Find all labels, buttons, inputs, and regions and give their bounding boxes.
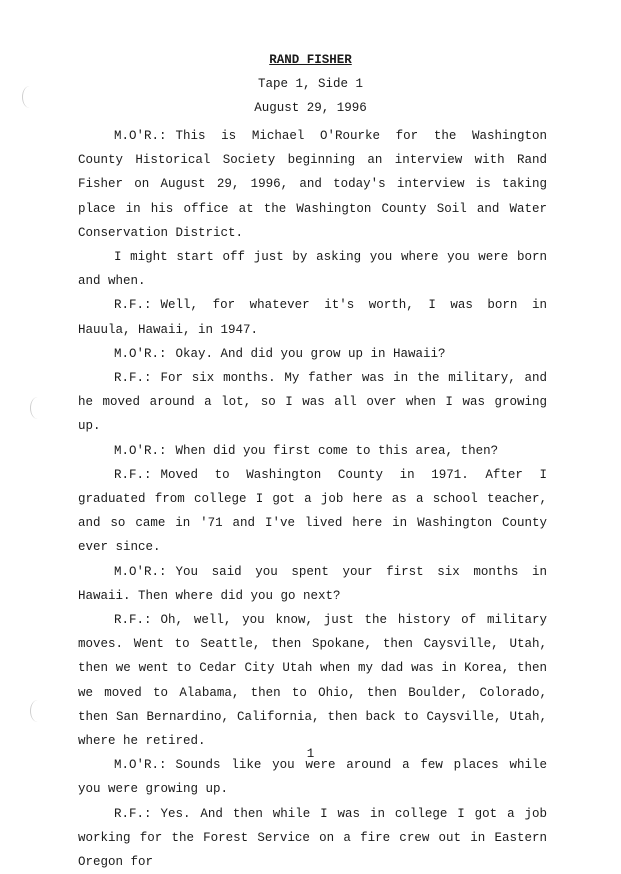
interviewee-name-title: RAND FISHER: [269, 53, 352, 67]
binder-hole-mark: [30, 397, 45, 419]
paragraph-text: I might start off just by asking you where you were born and when.: [78, 250, 547, 289]
interview-date: August 29, 1996: [254, 101, 367, 115]
paragraph-text: For six months. My father was in the military, and he moved around a lot, so I was all over when I was growing up.: [78, 371, 547, 434]
transcript-paragraph: [78, 342, 547, 366]
transcript-paragraph: [78, 293, 547, 341]
speaker-label: M.O'R.:: [114, 129, 167, 143]
transcript-paragraph: [78, 560, 547, 608]
transcript-paragraph: [78, 366, 547, 439]
page-number: 1: [306, 747, 315, 761]
paragraph-text: Yes. And then while I was in college I got a job working for the Forest Service on a fire crew out in Eastern Oregon for: [78, 806, 547, 870]
paragraph-text: You said you spent your first six months in Hawaii. Then where did you go next?: [78, 564, 547, 603]
speaker-label: M.O'R.:: [114, 443, 167, 458]
transcript-paragraph: [78, 124, 547, 245]
paragraph-text: Oh, well, you know, just the history of military moves. Went to Seattle, then Spokane, then Caysville, Utah, then we went to Cedar City Utah when my dad was in Korea, then we moved to Alabama, then to Ohio, then Boulder, Colorado, then San Bernardino, California, then back to Caysville, Utah, where he retired.: [78, 613, 547, 749]
paragraph-text: This is Michael O'Rourke for the Washington County Historical Society beginning an interview with Rand Fisher on August 29, 1996, and today's interview is taking place in his office at the Washington County Soil and Water Conservation District.: [78, 129, 547, 240]
speaker-label: R.F.:: [114, 613, 152, 628]
transcript-paragraph: [78, 245, 547, 293]
binder-hole-mark: [30, 700, 45, 722]
speaker-label: M.O'R.:: [114, 346, 167, 361]
speaker-label: R.F.:: [114, 467, 152, 482]
transcript-paragraph: [78, 463, 547, 560]
transcript-paragraph: [78, 608, 547, 753]
paragraph-text: Moved to Washington County in 1971. After I graduated from college I got a job here as a school teacher, and so came in '71 and I've lived here in Washington County ever since.: [78, 467, 547, 555]
tape-label: Tape 1, Side 1: [257, 77, 364, 91]
speaker-label: M.O'R.:: [114, 564, 167, 579]
speaker-label: R.F.:: [114, 298, 152, 313]
speaker-label: R.F.:: [114, 806, 152, 821]
paragraph-text: Okay. And did you grow up in Hawaii?: [175, 346, 446, 361]
speaker-label: R.F.:: [114, 371, 152, 386]
speaker-label: M.O'R.:: [114, 758, 167, 773]
transcript-paragraph: [78, 802, 547, 874]
transcript-paragraph: [78, 439, 547, 463]
paragraph-text: When did you first come to this area, then?: [175, 443, 499, 458]
paragraph-text: Well, for whatever it's worth, I was born in Hauula, Hawaii, in 1947.: [78, 298, 547, 337]
paragraph-text: Sounds like you were around a few places while you were growing up.: [78, 758, 547, 797]
transcript-body: [78, 124, 547, 874]
